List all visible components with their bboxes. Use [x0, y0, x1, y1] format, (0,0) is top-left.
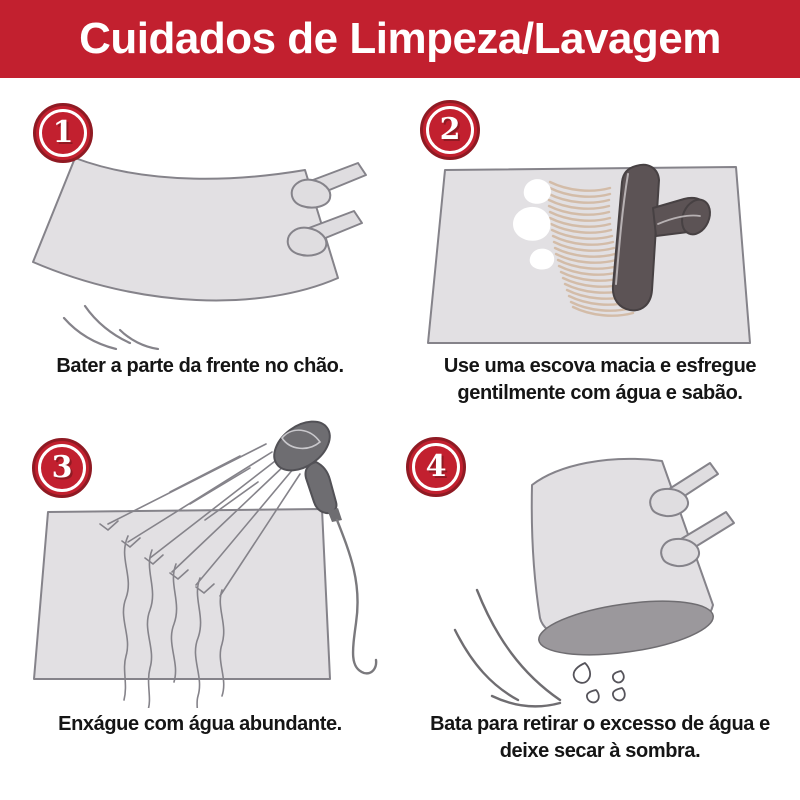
step-2-number-badge [420, 100, 480, 160]
badge-ring [39, 109, 87, 157]
step-caption: Use uma escova macia e esfregue gentilmente com água e sabão. [443, 355, 757, 404]
step-number: 2 [439, 112, 461, 147]
step-caption: Bata para retirar o excesso de água e deixe secar à sombra. [430, 713, 770, 762]
mat-shape [34, 509, 330, 679]
badge-ring [412, 443, 460, 491]
step-number: 1 [52, 115, 74, 150]
step-number: 3 [51, 450, 73, 485]
step-4-number-badge [406, 437, 466, 497]
step-1-number-badge [33, 103, 93, 163]
step-caption: Bater a parte da frente no chão. [56, 355, 344, 377]
mat-shape [428, 167, 750, 343]
shower-hose [337, 520, 376, 673]
step-number: 4 [425, 449, 447, 484]
step-3-number-badge [32, 438, 92, 498]
title-banner [0, 0, 800, 78]
mat-shape [33, 158, 338, 300]
step-caption: Enxágue com água abundante. [58, 713, 342, 735]
step-panel-2 [400, 78, 800, 408]
badge-ring [426, 106, 474, 154]
water-drops-icon [574, 663, 625, 702]
step-panel-4 [400, 408, 800, 800]
step-panel-1 [0, 78, 400, 408]
page-title: Cuidados de Limpeza/Lavagem [79, 14, 721, 63]
motion-lines-icon [64, 306, 158, 349]
badge-ring [38, 444, 86, 492]
steps-grid [0, 78, 800, 800]
step-panel-3 [0, 408, 400, 800]
